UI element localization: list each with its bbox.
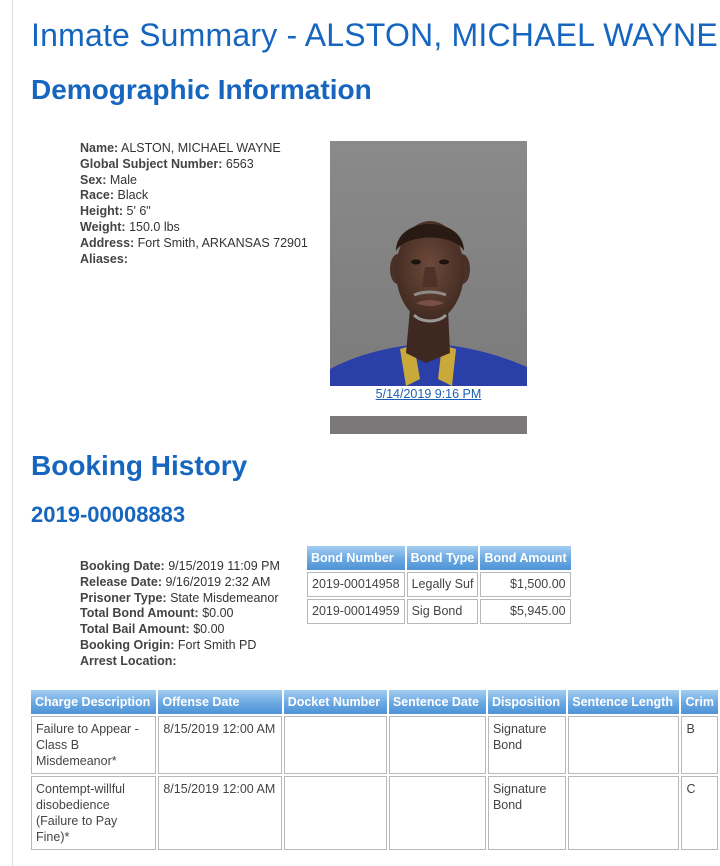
demographic-heading: Demographic Information <box>31 74 372 105</box>
field-value: Black <box>117 188 149 203</box>
bond-amount-header: Bond Amount <box>480 546 570 570</box>
demographic-details <box>80 141 308 267</box>
field-booking-origin <box>80 638 280 654</box>
photo-date-link[interactable]: 5/14/2019 9:16 PM <box>375 387 482 401</box>
crime-class-header: Crim <box>681 690 718 714</box>
field-value: 9/16/2019 2:32 AM <box>165 574 271 589</box>
field-value: 9/15/2019 11:09 PM <box>168 559 280 573</box>
field-label: Height: <box>80 204 124 219</box>
sentence-length-cell <box>568 716 679 774</box>
field-value: $0.00 <box>202 606 234 621</box>
bond-table-header-row <box>307 546 571 570</box>
booking-number-heading: 2019-00008883 <box>31 502 186 527</box>
field-value: 150.0 lbs <box>129 219 180 234</box>
charge-description-header: Charge Description <box>31 690 156 714</box>
bond-amount-cell: $5,945.00 <box>480 599 570 624</box>
charge-description-cell: Failure to Appear - Class B Misdemeanor* <box>31 716 156 774</box>
sentence-date-cell <box>389 776 486 850</box>
field-label: Race: <box>80 188 115 203</box>
sentence-date-header: Sentence Date <box>389 690 486 714</box>
disposition-cell: Signature Bond <box>488 776 566 850</box>
field-label: Booking Date: <box>80 559 165 573</box>
field-aliases <box>80 252 308 268</box>
field-booking-date <box>80 559 280 575</box>
crime-class-cell: C <box>681 776 718 850</box>
docket-number-cell <box>284 716 387 774</box>
left-border <box>12 0 13 866</box>
field-address <box>80 236 308 252</box>
docket-number-header: Docket Number <box>284 690 387 714</box>
field-value: Male <box>109 172 137 187</box>
table-row <box>307 599 571 624</box>
page-title: Inmate Summary - ALSTON, MICHAEL WAYNE <box>31 17 718 53</box>
mugshot-photo <box>330 141 527 386</box>
sentence-length-header: Sentence Length <box>568 690 679 714</box>
field-label: Release Date: <box>80 574 162 589</box>
field-label: Total Bond Amount: <box>80 606 199 621</box>
field-label: Global Subject Number: <box>80 156 223 171</box>
charge-description-cell: Contempt-willful disobedience (Failure to Pay Fine)* <box>31 776 156 850</box>
field-label: Name: <box>80 141 119 155</box>
booking-history-heading: Booking History <box>31 450 248 481</box>
disposition-cell: Signature Bond <box>488 716 566 774</box>
field-global-subject-number <box>80 157 308 173</box>
bond-number-cell: 2019-00014959 <box>307 599 405 624</box>
field-sex <box>80 173 308 189</box>
bond-number-cell: 2019-00014958 <box>307 572 405 597</box>
field-value: State Misdemeanor <box>170 590 279 605</box>
field-label: Aliases: <box>80 251 128 266</box>
offense-date-cell: 8/15/2019 12:00 AM <box>158 716 281 774</box>
field-release-date <box>80 575 280 591</box>
sentence-length-cell <box>568 776 679 850</box>
crime-class-cell: B <box>681 716 718 774</box>
offense-date-cell: 8/15/2019 12:00 AM <box>158 776 281 850</box>
table-row <box>307 572 571 597</box>
bond-number-header: Bond Number <box>307 546 405 570</box>
bond-table <box>305 544 573 626</box>
secondary-photo-thumbnail[interactable] <box>330 416 527 434</box>
field-race <box>80 188 308 204</box>
field-total-bail-amount <box>80 622 280 638</box>
field-label: Prisoner Type: <box>80 590 167 605</box>
disposition-header: Disposition <box>488 690 566 714</box>
field-label: Weight: <box>80 219 126 234</box>
field-arrest-location <box>80 654 280 670</box>
table-row <box>31 716 718 774</box>
field-value: Fort Smith PD <box>177 637 257 652</box>
field-value: 5' 6" <box>126 204 151 219</box>
field-label: Sex: <box>80 172 107 187</box>
bond-type-cell: Sig Bond <box>407 599 479 624</box>
field-total-bond-amount <box>80 606 280 622</box>
field-label: Total Bail Amount: <box>80 622 190 637</box>
field-value: ALSTON, MICHAEL WAYNE <box>121 141 281 155</box>
bond-type-cell: Legally Suf <box>407 572 479 597</box>
charges-table <box>29 688 720 852</box>
offense-date-header: Offense Date <box>158 690 281 714</box>
field-label: Booking Origin: <box>80 637 175 652</box>
field-value: 6563 <box>225 156 254 171</box>
sentence-date-cell <box>389 716 486 774</box>
field-value: $0.00 <box>193 622 225 637</box>
field-weight <box>80 220 308 236</box>
docket-number-cell <box>284 776 387 850</box>
booking-details <box>80 559 280 670</box>
table-row <box>31 776 718 850</box>
field-prisoner-type <box>80 591 280 607</box>
bond-type-header: Bond Type <box>407 546 479 570</box>
mugshot-container <box>330 141 527 401</box>
bond-amount-cell: $1,500.00 <box>480 572 570 597</box>
field-value: Fort Smith, ARKANSAS 72901 <box>137 235 308 250</box>
field-label: Arrest Location: <box>80 653 177 668</box>
field-name <box>80 141 308 157</box>
field-height <box>80 204 308 220</box>
charges-table-header-row <box>31 690 718 714</box>
field-label: Address: <box>80 235 135 250</box>
